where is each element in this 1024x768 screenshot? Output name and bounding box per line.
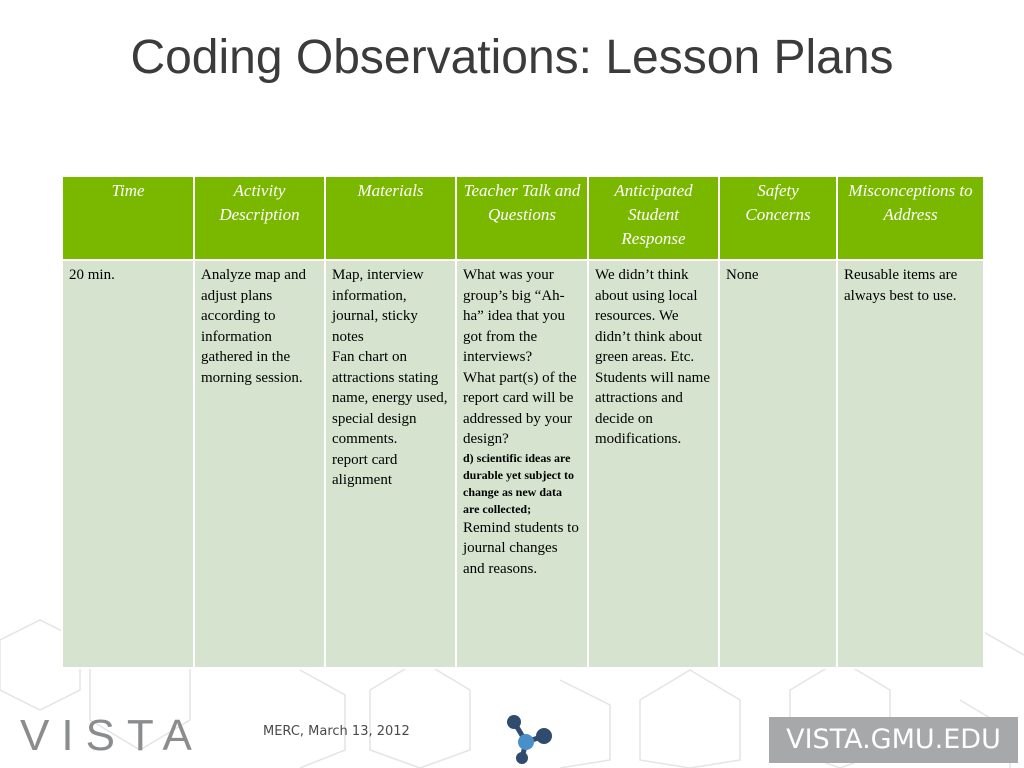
- table-row: [62, 260, 984, 668]
- header-misconceptions: Misconceptions to Address: [837, 176, 984, 260]
- cell-materials: [325, 260, 456, 668]
- vista-logo: VISTA: [20, 711, 204, 760]
- teacher-reminder: Remind students to journal changes and reasons.: [463, 519, 579, 577]
- cell-teacher-talk: [456, 260, 588, 668]
- cell-student-response: We didn’t think about using local resources. We didn’t think about green areas. Etc. Students will name attractions and decide on modifications.: [588, 260, 719, 668]
- standard-reference: d) scientific ideas are durable yet subject to change as new data are collected;: [463, 450, 574, 516]
- cell-time: 20 min.: [62, 260, 194, 668]
- molecule-logo-icon: [502, 710, 558, 766]
- header-materials: Materials: [325, 176, 456, 260]
- materials-line: Map, interview information, journal, sticky notes: [332, 267, 424, 345]
- footer-date: MERC, March 13, 2012: [263, 724, 410, 739]
- lesson-plan-table: [61, 175, 985, 669]
- header-activity-description: Activity Description: [194, 176, 325, 260]
- header-anticipated-response: Anticipated Student Response: [588, 176, 719, 260]
- materials-line: report card alignment: [332, 451, 398, 488]
- table-header-row: [62, 176, 984, 260]
- cell-activity: Analyze map and adjust plans according to information gathered in the morning session.: [194, 260, 325, 668]
- teacher-question: What part(s) of the report card will be addressed by your design?: [463, 369, 577, 447]
- header-safety-concerns: Safety Concerns: [719, 176, 837, 260]
- header-time: Time: [62, 176, 194, 260]
- slide-title: Coding Observations: Lesson Plans: [130, 31, 894, 84]
- footer-url: VISTA.GMU.EDU: [769, 717, 1018, 763]
- cell-safety: None: [719, 260, 837, 668]
- materials-line: Fan chart on attractions stating name, energy used, special design comments.: [332, 349, 448, 447]
- header-teacher-talk: Teacher Talk and Questions: [456, 176, 588, 260]
- cell-misconceptions: Reusable items are always best to use.: [837, 260, 984, 668]
- teacher-question: What was your group’s big “Ah-ha” idea that you got from the interviews?: [463, 267, 566, 365]
